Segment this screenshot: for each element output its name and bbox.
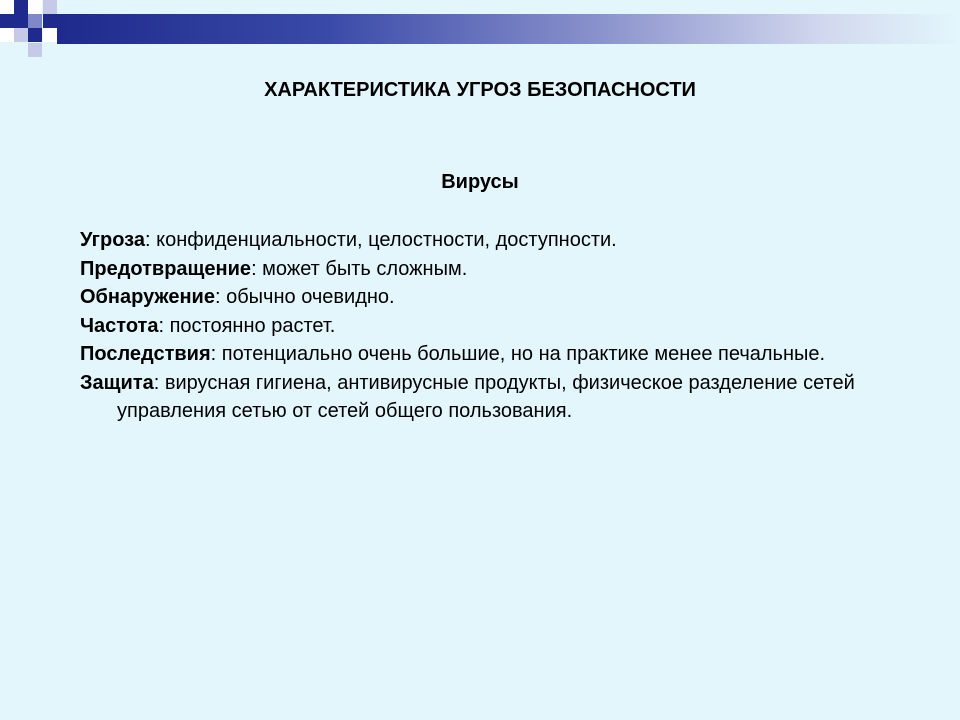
- list-item-consequences: [80, 340, 880, 369]
- term-description: : обычно очевидно.: [214, 286, 395, 308]
- term-description: : вирусная гигиена, антивирусные продукты, физическое разделение сетей управления сетью от сетей общего пользования.: [117, 371, 855, 422]
- term-label: Предотвращение: [80, 257, 252, 280]
- slide-title: ХАРАКТЕРИСТИКА УГРОЗ БЕЗОПАСНОСТИ: [264, 79, 696, 101]
- header-gradient-bar: [57, 14, 960, 44]
- term-label: Обнаружение: [80, 286, 215, 308]
- term-description: : постоянно растет.: [158, 314, 336, 337]
- term-label: Частота: [80, 314, 159, 337]
- term-description: : потенциально очень большие, но на практике менее печальные.: [210, 343, 826, 365]
- term-label: Защита: [80, 371, 154, 394]
- list-item-detection: [80, 283, 880, 312]
- term-description: : конфиденциальности, целостности, доступности.: [144, 229, 617, 251]
- list-item-threat: [80, 226, 880, 255]
- term-label: Угроза: [80, 229, 145, 251]
- term-description: : может быть сложным.: [251, 257, 468, 280]
- threat-characteristics-list: [80, 226, 880, 426]
- list-item-protection: [80, 369, 880, 426]
- list-item-prevention: [80, 255, 880, 284]
- term-label: Последствия: [80, 343, 211, 365]
- section-subtitle: Вирусы: [441, 171, 519, 193]
- list-item-frequency: [80, 312, 880, 341]
